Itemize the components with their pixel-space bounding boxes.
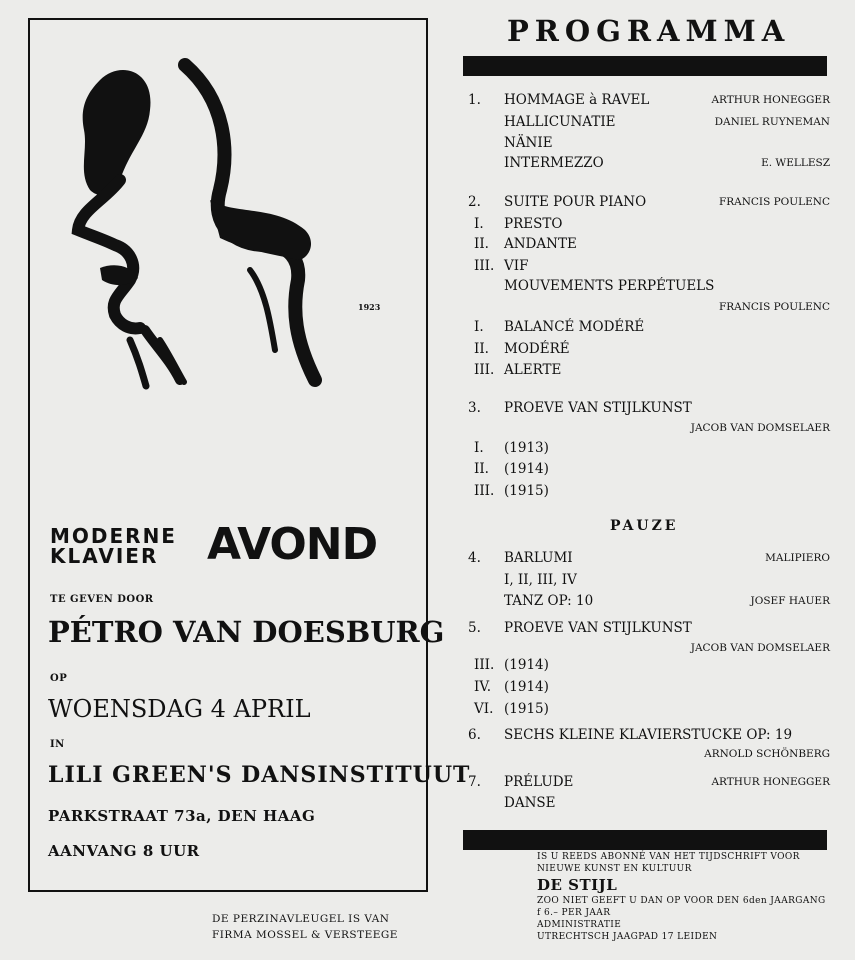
programme-row <box>464 550 830 570</box>
programme-row <box>464 236 830 256</box>
event-date: WOENSDAG 4 APRIL <box>48 695 311 723</box>
programme-row <box>464 319 830 339</box>
programme-row-title: PRÉLUDE <box>504 774 574 790</box>
programme-row-number: IV. <box>474 679 492 695</box>
programme-row-number: III. <box>474 483 495 499</box>
programme-row-number: 3. <box>468 400 481 416</box>
top-rule <box>463 56 827 76</box>
programme-row-title: DANSE <box>504 795 556 811</box>
programme-row-title: (1914) <box>504 657 549 673</box>
programme-row <box>464 657 830 677</box>
programme-row-title: PRESTO <box>504 216 563 232</box>
programme-row-title: (1913) <box>504 440 549 456</box>
programme-row-title: NÄNIE <box>504 135 553 151</box>
programme-row <box>464 774 830 794</box>
programme-row-title: INTERMEZZO <box>504 155 604 171</box>
programme-row-composer: E. WELLESZ <box>761 157 830 169</box>
subscription-line6: UTRECHTSCH JAAGPAD 17 LEIDEN <box>537 932 718 942</box>
programme-row <box>464 155 830 175</box>
piano-credit-line1: DE PERZINAVLEUGEL IS VAN <box>212 913 390 925</box>
subscription-line4: f 6.– PER JAAR <box>537 908 611 918</box>
programme-row-number: 4. <box>468 550 481 566</box>
magazine-title: DE STIJL <box>537 876 618 894</box>
programme-row-number: 5. <box>468 620 481 636</box>
programme-row-title: (1915) <box>504 483 549 499</box>
programme-row <box>464 114 830 134</box>
programme-row-number: II. <box>474 461 489 477</box>
heading-line-moderne: MODERNE <box>50 524 177 548</box>
heading-moderne-klavier <box>50 526 177 566</box>
programme-row <box>464 572 830 592</box>
programme-row-composer: DANIEL RUYNEMAN <box>714 116 830 128</box>
programme-row <box>464 483 830 503</box>
programme-row-title: HALLICUNATIE <box>504 114 616 130</box>
programme-row-number: II. <box>474 236 489 252</box>
programme-row-number: 6. <box>468 727 481 743</box>
programme-row-title: (1914) <box>504 461 549 477</box>
programme-row-number: 1. <box>468 92 481 108</box>
programme-row-title: PROEVE VAN STIJLKUNST <box>504 620 692 636</box>
programme-row-composer: ARTHUR HONEGGER <box>711 776 830 788</box>
programme-row-title: SECHS KLEINE KLAVIERSTUCKE OP: 19 <box>504 727 793 743</box>
programme-row <box>464 746 830 766</box>
programme-row-number: III. <box>474 362 495 378</box>
subscription-line1: IS U REEDS ABONNÉ VAN HET TIJDSCHRIFT VOOR <box>537 852 800 862</box>
programme-row-number: 7. <box>468 774 481 790</box>
programme-row-title: TANZ OP: 10 <box>504 593 594 609</box>
bottom-rule <box>463 830 827 850</box>
programme-row <box>464 701 830 721</box>
programme-row-title: BALANCÉ MODÉRÉ <box>504 319 645 335</box>
programme-row-title: SUITE POUR PIANO <box>504 194 647 210</box>
programme-row-title: (1914) <box>504 679 549 695</box>
programme-row <box>464 593 830 613</box>
subscription-line5: ADMINISTRATIE <box>537 920 622 930</box>
programme-row <box>464 92 830 112</box>
programme-row-composer: ARNOLD SCHÖNBERG <box>704 748 830 760</box>
programme-row-number: VI. <box>474 701 494 717</box>
programme-row-number: I. <box>474 319 484 335</box>
programme-row-title: ALERTE <box>504 362 562 378</box>
programme-row <box>464 194 830 214</box>
programme-row-composer: JOSEF HAUER <box>750 595 830 607</box>
programme-row-composer: FRANCIS POULENC <box>718 196 830 208</box>
portrait-illustration <box>60 40 340 390</box>
subscription-line2: NIEUWE KUNST EN KULTUUR <box>537 864 692 874</box>
programme-row <box>464 420 830 440</box>
programme-row <box>464 440 830 460</box>
programme-row-number: III. <box>474 657 495 673</box>
heading-line-klavier: KLAVIER <box>50 544 159 568</box>
start-time: AANVANG 8 UUR <box>48 842 200 860</box>
programme-row-composer: JACOB VAN DOMSELAER <box>690 422 830 434</box>
programme-row-number: III. <box>474 258 495 274</box>
programme-row <box>464 400 830 420</box>
programme-row <box>464 216 830 236</box>
programme-row <box>464 727 830 747</box>
programme-row <box>464 341 830 361</box>
performer-name: PÉTRO VAN DOESBURG <box>48 615 445 649</box>
programme-row <box>464 278 830 298</box>
programme-row-composer: MALIPIERO <box>765 552 830 564</box>
heading-avond: AVOND <box>207 519 378 570</box>
programme-row <box>464 679 830 699</box>
programme-row <box>464 362 830 382</box>
programme-row-composer: JACOB VAN DOMSELAER <box>690 642 830 654</box>
programme-row-number: I. <box>474 216 484 232</box>
by-label: TE GEVEN DOOR <box>50 594 154 605</box>
subscription-line3: ZOO NIET GEEFT U DAN OP VOOR DEN 6den JAARGANG <box>537 896 826 906</box>
op-label: OP <box>50 673 68 684</box>
programme-row-title: BARLUMI <box>504 550 573 566</box>
programme-row-composer: ARTHUR HONEGGER <box>711 94 830 106</box>
programme-row <box>464 258 830 278</box>
programme-row-title: HOMMAGE à RAVEL <box>504 92 650 108</box>
programme-row-title: PROEVE VAN STIJLKUNST <box>504 400 692 416</box>
pauze-label: PAUZE <box>610 518 679 534</box>
programme-title: PROGRAMMA <box>507 14 791 48</box>
programme-row-title: ANDANTE <box>504 236 577 252</box>
piano-credit-line2: FIRMA MOSSEL & VERSTEEGE <box>212 929 398 941</box>
programme-row <box>464 135 830 155</box>
programme-row-title: MODÉRÉ <box>504 341 570 357</box>
programme-row <box>464 795 830 815</box>
venue-name: LILI GREEN'S DANSINSTITUUT <box>48 762 471 788</box>
programme-row-title: VIF <box>504 258 529 274</box>
programme-row-title: MOUVEMENTS PERPÉTUELS <box>504 278 715 294</box>
programme-row <box>464 299 830 319</box>
venue-address: PARKSTRAAT 73a, DEN HAAG <box>48 807 316 825</box>
programme-row-title: I, II, III, IV <box>504 572 577 588</box>
artist-signature: 1923 <box>358 302 381 312</box>
programme-row <box>464 461 830 481</box>
programme-row-composer: FRANCIS POULENC <box>718 301 830 313</box>
programme-row-number: 2. <box>468 194 481 210</box>
programme-row-number: II. <box>474 341 489 357</box>
programme-row-number: I. <box>474 440 484 456</box>
in-label: IN <box>50 739 65 750</box>
programme-row-title: (1915) <box>504 701 549 717</box>
programme-row <box>464 620 830 640</box>
